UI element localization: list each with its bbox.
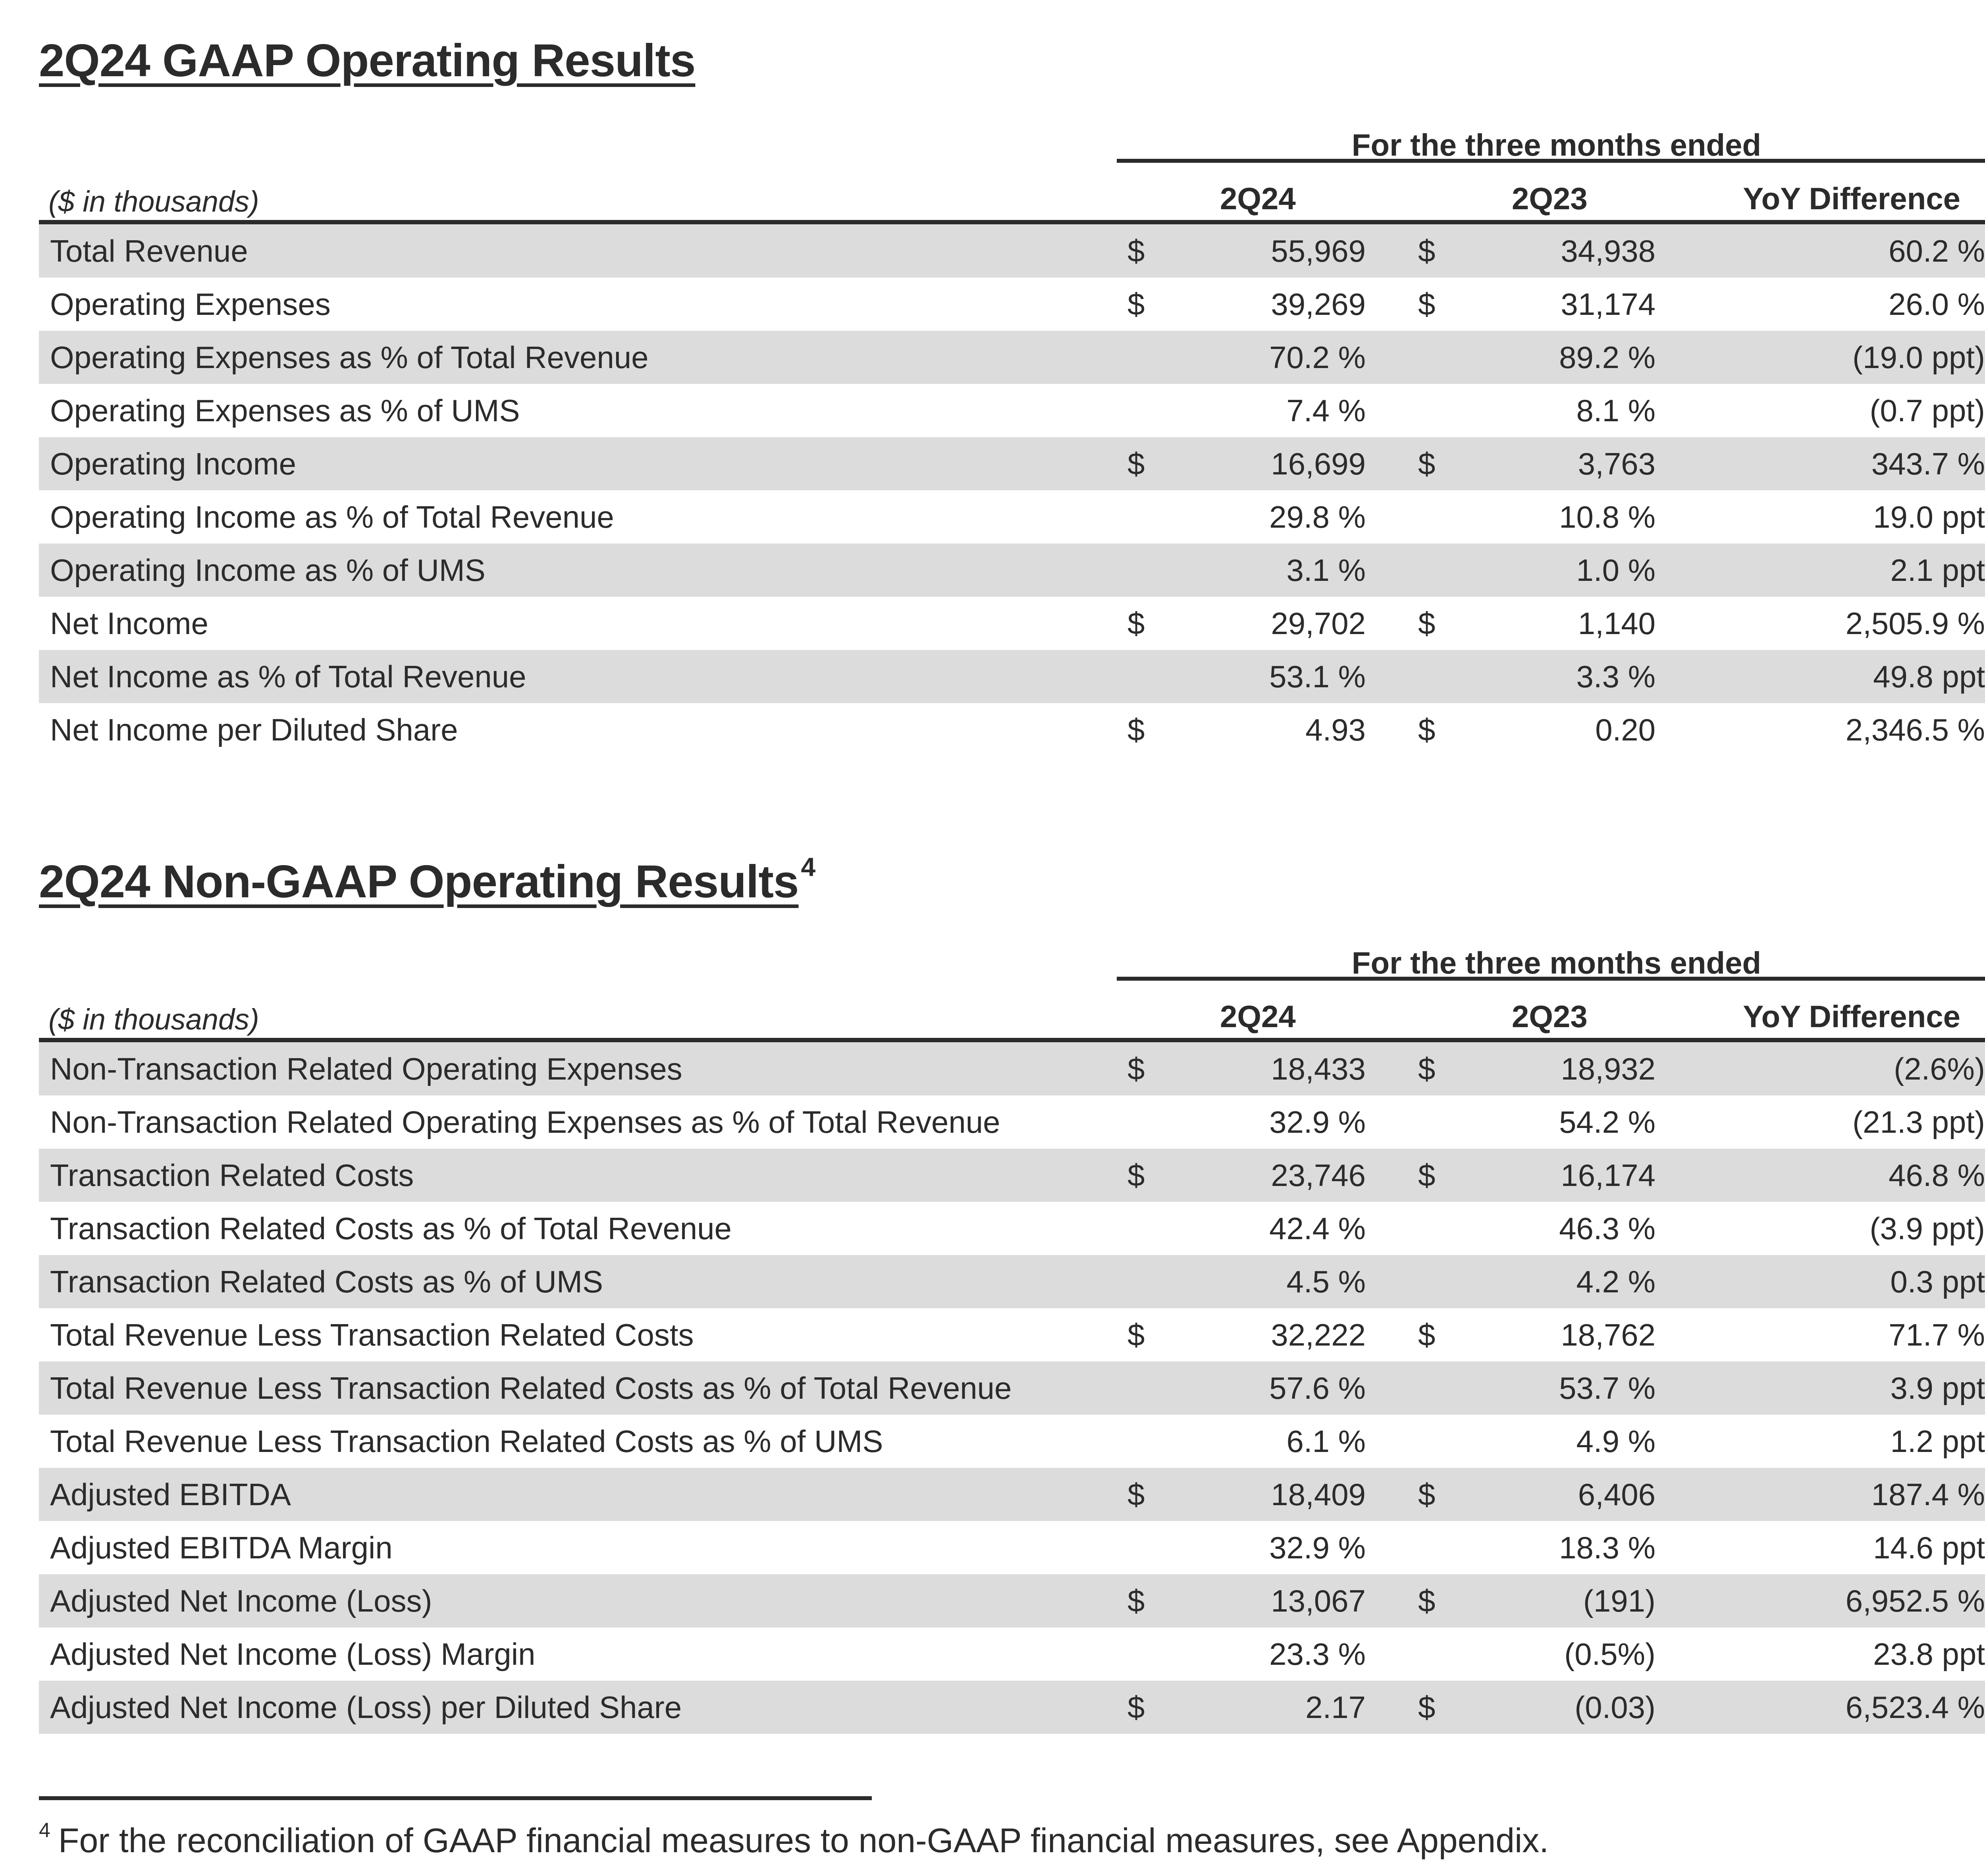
column-header-2q24: 2Q24 [1220, 181, 1296, 216]
row-label: Operating Income as % of UMS [50, 553, 486, 588]
value-2q24: 7.4 % [1286, 393, 1366, 428]
units-label: ($ in thousands) [48, 1003, 259, 1036]
currency-sign-2q23: $ [1418, 606, 1436, 641]
table-row [39, 1202, 1985, 1255]
row-label: Net Income as % of Total Revenue [50, 659, 526, 694]
value-2q23: 4.9 % [1576, 1424, 1655, 1459]
currency-sign-2q23: $ [1418, 233, 1436, 268]
value-2q24: 32,222 [1271, 1317, 1366, 1352]
currency-sign-2q24: $ [1127, 1051, 1145, 1086]
value-yoy-difference: 6,523.4 % [1845, 1690, 1985, 1725]
value-2q23: 0.20 [1595, 712, 1655, 747]
currency-sign-2q23: $ [1418, 712, 1436, 747]
footnote-marker: 4 [39, 1819, 50, 1842]
value-yoy-difference: 2.1 ppt [1890, 553, 1985, 588]
value-2q23: 3,763 [1578, 446, 1655, 481]
value-yoy-difference: 14.6 ppt [1873, 1530, 1985, 1565]
currency-sign-2q24: $ [1127, 1690, 1145, 1725]
value-2q24: 55,969 [1271, 233, 1366, 268]
gaap-title-text: 2Q24 GAAP Operating Results [39, 35, 696, 86]
table-row [39, 650, 1985, 703]
value-2q24: 16,699 [1271, 446, 1366, 481]
row-label: Non-Transaction Related Operating Expenses as % of Total Revenue [50, 1105, 1000, 1139]
currency-sign-2q24: $ [1127, 287, 1145, 322]
value-2q24: 39,269 [1271, 287, 1366, 322]
table-row [39, 1574, 1985, 1627]
value-2q24: 53.1 % [1269, 659, 1366, 694]
value-2q24: 29.8 % [1269, 499, 1366, 534]
value-yoy-difference: 71.7 % [1889, 1317, 1985, 1352]
table-row [39, 1361, 1985, 1415]
value-2q24: 18,433 [1271, 1051, 1366, 1086]
row-label: Total Revenue Less Transaction Related Costs [50, 1317, 694, 1352]
row-label: Net Income [50, 606, 208, 641]
value-2q24: 32.9 % [1269, 1530, 1366, 1565]
value-2q24: 3.1 % [1286, 553, 1366, 588]
currency-sign-2q23: $ [1418, 1690, 1436, 1725]
currency-sign-2q23: $ [1418, 1477, 1436, 1512]
currency-sign-2q24: $ [1127, 446, 1145, 481]
value-yoy-difference: 6,952.5 % [1845, 1583, 1985, 1618]
row-label: Adjusted EBITDA Margin [50, 1530, 393, 1565]
column-header-yoy: YoY Difference [1743, 181, 1960, 216]
value-2q24: 23,746 [1271, 1158, 1366, 1193]
table-row [39, 597, 1985, 650]
currency-sign-2q23: $ [1418, 1317, 1436, 1352]
value-2q24: 32.9 % [1269, 1105, 1366, 1139]
value-yoy-difference: 2,346.5 % [1845, 712, 1985, 747]
value-2q23: 18,762 [1561, 1317, 1655, 1352]
value-2q23: 8.1 % [1576, 393, 1655, 428]
value-yoy-difference: 1.2 ppt [1890, 1424, 1985, 1459]
value-2q23: 18,932 [1561, 1051, 1655, 1086]
table-row [39, 490, 1985, 544]
table-row [39, 1042, 1985, 1095]
table-row [39, 331, 1985, 384]
table-row [39, 384, 1985, 437]
value-2q23: 46.3 % [1559, 1211, 1655, 1246]
value-2q23: 3.3 % [1576, 659, 1655, 694]
value-2q24: 23.3 % [1269, 1637, 1366, 1672]
value-yoy-difference: 2,505.9 % [1845, 606, 1985, 641]
currency-sign-2q24: $ [1127, 1317, 1145, 1352]
table-row [39, 1149, 1985, 1202]
row-label: Operating Expenses as % of UMS [50, 393, 520, 428]
value-2q24: 57.6 % [1269, 1371, 1366, 1406]
currency-sign-2q24: $ [1127, 1158, 1145, 1193]
currency-sign-2q23: $ [1418, 1051, 1436, 1086]
row-label: Operating Income as % of Total Revenue [50, 499, 614, 534]
table-row [39, 1415, 1985, 1468]
value-yoy-difference: 49.8 ppt [1873, 659, 1985, 694]
value-2q23: (191) [1583, 1583, 1655, 1618]
value-2q23: 10.8 % [1559, 499, 1655, 534]
row-label: Total Revenue Less Transaction Related Costs as % of Total Revenue [50, 1371, 1012, 1406]
period-header: For the three months ended [1117, 945, 1985, 981]
column-header-2q23: 2Q23 [1512, 999, 1588, 1034]
value-yoy-difference: 60.2 % [1889, 233, 1985, 268]
gaap-table-body [39, 224, 1985, 756]
table-row [39, 278, 1985, 331]
currency-sign-2q23: $ [1418, 1158, 1436, 1193]
value-yoy-difference: 343.7 % [1871, 446, 1985, 481]
value-2q23: 89.2 % [1559, 340, 1655, 375]
currency-sign-2q24: $ [1127, 1583, 1145, 1618]
units-label: ($ in thousands) [48, 185, 259, 218]
value-yoy-difference: (3.9 ppt) [1869, 1211, 1985, 1246]
table-row [39, 1627, 1985, 1681]
non-gaap-table-body [39, 1042, 1985, 1734]
currency-sign-2q24: $ [1127, 1477, 1145, 1512]
row-label: Operating Expenses as % of Total Revenue [50, 340, 649, 375]
row-label: Non-Transaction Related Operating Expenses [50, 1051, 682, 1086]
value-2q23: 34,938 [1561, 233, 1655, 268]
value-2q24: 29,702 [1271, 606, 1366, 641]
column-header-2q23: 2Q23 [1512, 181, 1588, 216]
value-2q24: 4.93 [1305, 712, 1366, 747]
row-label: Total Revenue Less Transaction Related Costs as % of UMS [50, 1424, 883, 1459]
value-2q23: 4.2 % [1576, 1264, 1655, 1299]
footnote [39, 1818, 1549, 1861]
value-2q23: 31,174 [1561, 287, 1655, 322]
non-gaap-results-table [39, 945, 1985, 1739]
value-2q24: 42.4 % [1269, 1211, 1366, 1246]
gaap-section-title [39, 34, 695, 87]
non-gaap-title-text: 2Q24 Non-GAAP Operating Results [39, 856, 799, 907]
table-row [39, 1308, 1985, 1361]
value-yoy-difference: 3.9 ppt [1890, 1371, 1985, 1406]
table-row [39, 1681, 1985, 1734]
value-2q23: (0.03) [1575, 1690, 1655, 1725]
row-label: Adjusted Net Income (Loss) [50, 1583, 432, 1618]
value-2q24: 70.2 % [1269, 340, 1366, 375]
row-label: Net Income per Diluted Share [50, 712, 458, 747]
value-2q23: 54.2 % [1559, 1105, 1655, 1139]
value-yoy-difference: 187.4 % [1871, 1477, 1985, 1512]
currency-sign-2q23: $ [1418, 446, 1436, 481]
column-header-yoy: YoY Difference [1743, 999, 1960, 1034]
value-2q24: 2.17 [1305, 1690, 1366, 1725]
value-2q24: 18,409 [1271, 1477, 1366, 1512]
footnote-text: For the reconciliation of GAAP financial measures to non-GAAP financial measures, see Appendix. [58, 1822, 1549, 1860]
value-yoy-difference: 46.8 % [1889, 1158, 1985, 1193]
value-2q24: 4.5 % [1286, 1264, 1366, 1299]
table-row [39, 703, 1985, 756]
non-gaap-section-title [39, 852, 815, 908]
currency-sign-2q23: $ [1418, 287, 1436, 322]
currency-sign-2q23: $ [1418, 1583, 1436, 1618]
value-2q23: (0.5%) [1564, 1637, 1655, 1672]
row-label: Adjusted Net Income (Loss) per Diluted Share [50, 1690, 682, 1725]
column-header-2q24: 2Q24 [1220, 999, 1296, 1034]
row-label: Operating Expenses [50, 287, 331, 322]
value-yoy-difference: (21.3 ppt) [1852, 1105, 1985, 1139]
footnote-ref[interactable]: 4 [801, 852, 815, 881]
row-label: Adjusted Net Income (Loss) Margin [50, 1637, 536, 1672]
value-yoy-difference: (2.6%) [1894, 1051, 1985, 1086]
row-label: Transaction Related Costs [50, 1158, 414, 1193]
table-row [39, 224, 1985, 278]
row-label: Total Revenue [50, 233, 248, 268]
column-header-row [39, 988, 1985, 1042]
currency-sign-2q24: $ [1127, 606, 1145, 641]
value-2q23: 53.7 % [1559, 1371, 1655, 1406]
row-label: Adjusted EBITDA [50, 1477, 291, 1512]
value-2q24: 6.1 % [1286, 1424, 1366, 1459]
footnote-divider [39, 1796, 872, 1800]
column-header-row [39, 170, 1985, 224]
table-row [39, 1521, 1985, 1574]
value-yoy-difference: 23.8 ppt [1873, 1637, 1985, 1672]
value-yoy-difference: (19.0 ppt) [1852, 340, 1985, 375]
value-2q23: 16,174 [1561, 1158, 1655, 1193]
table-row [39, 1255, 1985, 1308]
value-2q23: 18.3 % [1559, 1530, 1655, 1565]
row-label: Transaction Related Costs as % of UMS [50, 1264, 603, 1299]
value-yoy-difference: 19.0 ppt [1873, 499, 1985, 534]
value-yoy-difference: 0.3 ppt [1890, 1264, 1985, 1299]
period-header: For the three months ended [1117, 127, 1985, 163]
currency-sign-2q24: $ [1127, 712, 1145, 747]
gaap-results-table [39, 127, 1985, 762]
table-row [39, 1468, 1985, 1521]
table-row [39, 1095, 1985, 1149]
value-2q23: 6,406 [1578, 1477, 1655, 1512]
value-2q24: 13,067 [1271, 1583, 1366, 1618]
table-row [39, 437, 1985, 490]
row-label: Operating Income [50, 446, 297, 481]
value-yoy-difference: (0.7 ppt) [1869, 393, 1985, 428]
value-2q23: 1,140 [1578, 606, 1655, 641]
table-row [39, 544, 1985, 597]
value-yoy-difference: 26.0 % [1889, 287, 1985, 322]
row-label: Transaction Related Costs as % of Total Revenue [50, 1211, 732, 1246]
currency-sign-2q24: $ [1127, 233, 1145, 268]
value-2q23: 1.0 % [1576, 553, 1655, 588]
